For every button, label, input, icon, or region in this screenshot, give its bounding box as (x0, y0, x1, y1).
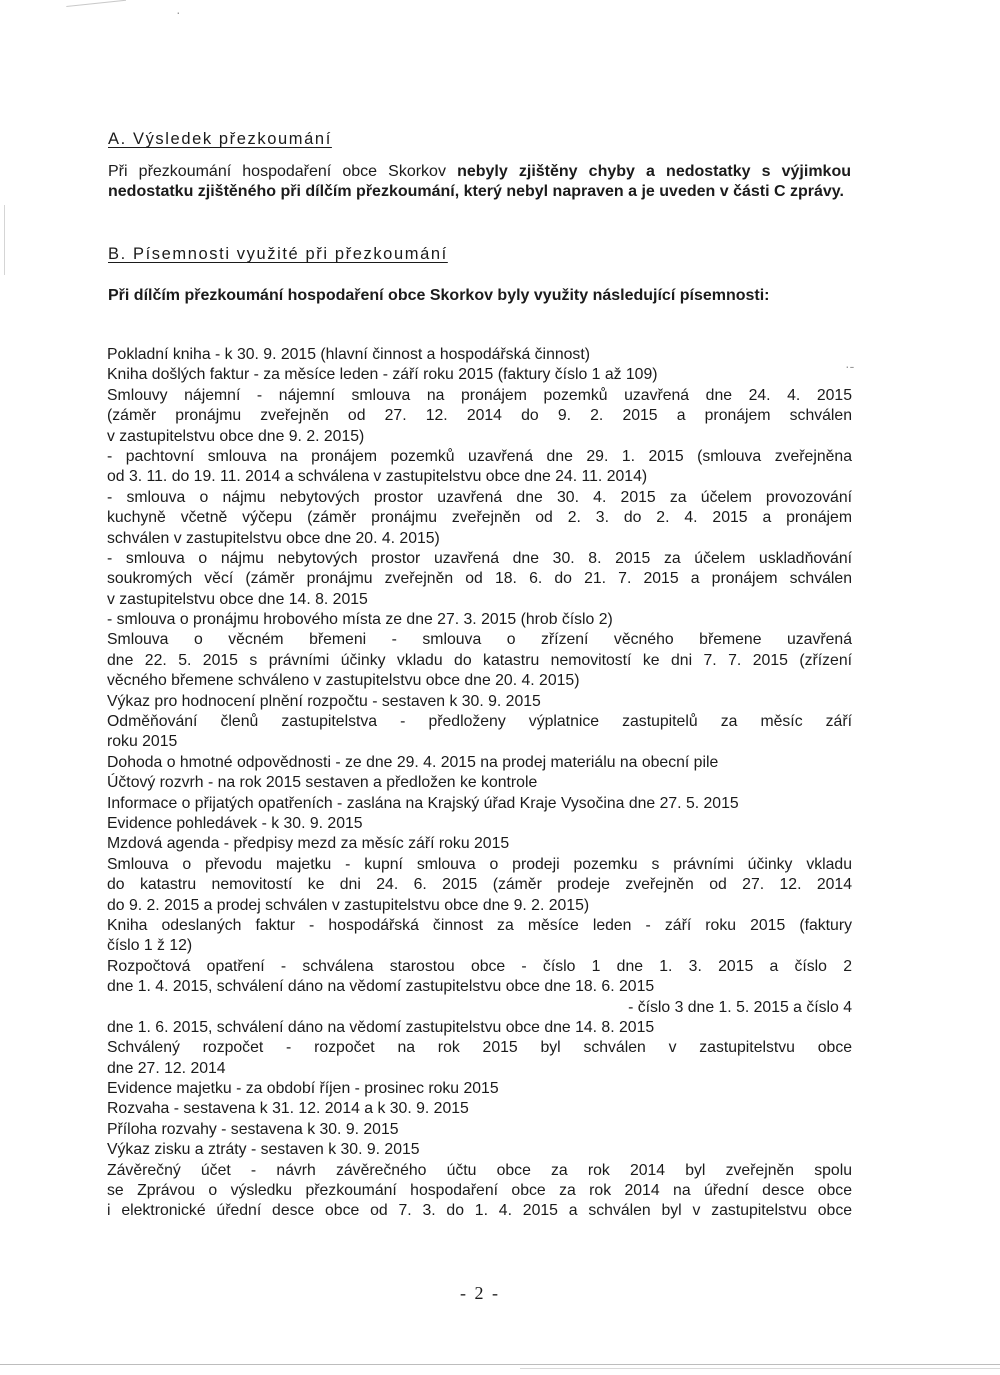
document-line: Dohoda o hmotné odpovědnosti - ze dne 29. 4. 2015 na prodej materiálu na obecní pile (107, 753, 719, 771)
document-line: dne 22. 5. 2015 s právními účinky vkladu do katastru nemovitostí ke dni 7. 7. 2015 (zřízení (107, 651, 852, 669)
document-line: dne 27. 12. 2014 (107, 1059, 226, 1077)
document-line: Kniha odeslaných faktur - hospodářská činnost za měsíce leden - září roku 2015 (faktury (107, 916, 852, 934)
document-line: Odměňování členů zastupitelstva - předloženy výplatnice zastupitelů za měsíc září (107, 713, 852, 731)
scan-mark (4, 205, 5, 275)
document-line: Evidence majetku - za období říjen - prosinec roku 2015 (107, 1080, 499, 1098)
document-line: Příloha rozvahy - sestavena k 30. 9. 2015 (107, 1120, 399, 1138)
document-line: v zastupitelstvu obce dne 9. 2. 2015) (107, 427, 365, 445)
document-line: kuchyně včetně výčepu (záměr pronájmu zveřejněn od 2. 3. do 2. 4. 2015 a pronájem (107, 509, 852, 527)
document-line: - pachtovní smlouva na pronájem pozemků uzavřená dne 29. 1. 2015 (smlouva zveřejněna (107, 447, 852, 465)
document-line: do katastru nemovitostí ke dni 24. 6. 2015 (záměr prodeje zveřejněn od 27. 12. 2014 (107, 876, 852, 894)
document-line: Mzdová agenda - předpisy mezd za měsíc září roku 2015 (107, 835, 510, 853)
section-a-heading: A. Výsledek přezkoumání (108, 130, 332, 148)
document-line: (záměr pronájmu zveřejněn od 27. 12. 2014 do 9. 2. 2015 a pronájem schválen (107, 407, 852, 425)
scan-edge-line (0, 1364, 1000, 1365)
document-line: Rozvaha - sestavena k 31. 12. 2014 a k 30. 9. 2015 (107, 1100, 469, 1118)
section-b-intro: Při dílčím přezkoumání hospodaření obce Skorkov byly využity následující písemnosti: (108, 287, 770, 304)
document-line: v zastupitelstvu obce dne 14. 8. 2015 (107, 590, 368, 608)
document-line: Účtový rozvrh - na rok 2015 sestaven a předložen ke kontrole (107, 774, 538, 792)
document-line: Kniha došlých faktur - za měsíce leden - září roku 2015 (faktury číslo 1 až 109) (107, 366, 658, 384)
document-line: Smlouva o věcném břemeni - smlouva o zřízení věcného břemene uzavřená (107, 631, 852, 649)
document-line: soukromých věcí (záměr pronájmu zveřejněn od 18. 6. do 21. 7. 2015 a pronájem schválen (107, 570, 852, 588)
document-line: i elektronické úřední desce obce od 7. 3. do 1. 4. 2015 a schválen byl v zastupitelstvu obce (107, 1202, 852, 1220)
document-line: Pokladní kniha - k 30. 9. 2015 (hlavní činnost a hospodářská činnost) (107, 346, 590, 363)
scan-edge-line (520, 1368, 1000, 1369)
section-a-text: Při přezkoumání hospodaření obce Skorkov (108, 163, 458, 180)
document-list (107, 345, 855, 1222)
document-line: roku 2015 (107, 733, 178, 751)
document-line: Smlouvy nájemní - nájemní smlouva na pronájem pozemků uzavřená dne 24. 4. 2015 (107, 386, 852, 404)
document-line: - smlouva o nájmu nebytových prostor uzavřená dne 30. 4. 2015 za účelem provozování (107, 488, 852, 506)
document-line: Informace o přijatých opatřeních - zaslána na Krajský úřad Kraje Vysočina dne 27. 5. 2015 (107, 794, 739, 812)
document-line: číslo 1 ž 12) (107, 937, 193, 955)
section-b-heading: B. Písemnosti využité při přezkoumání (108, 245, 448, 263)
scan-speck: ·- (845, 358, 855, 374)
document-line: - číslo 3 dne 1. 5. 2015 a číslo 4 (628, 998, 852, 1016)
document-line: od 3. 11. do 19. 11. 2014 a schválena v zastupitelstvu obce dne 24. 11. 2014) (107, 468, 648, 486)
section-a-paragraph (108, 162, 851, 203)
document-line: dne 1. 6. 2015, schválení dáno na vědomí zastupitelstvu obce dne 14. 8. 2015 (107, 1018, 655, 1036)
document-line: věcného břemene schváleno v zastupitelstvu obce dne 20. 4. 2015) (107, 672, 580, 690)
document-line: Výkaz pro hodnocení plnění rozpočtu - sestaven k 30. 9. 2015 (107, 692, 541, 710)
scan-speck: · (176, 4, 181, 20)
document-line: se Zprávou o výsledku přezkoumání hospodaření obce za rok 2014 na úřední desce obce (107, 1182, 852, 1200)
document-line: - smlouva o nájmu nebytových prostor uzavřená dne 30. 8. 2015 za účelem uskladňování (107, 549, 852, 567)
document-line: - smlouva o pronájmu hrobového místa ze dne 27. 3. 2015 (hrob číslo 2) (107, 611, 613, 629)
document-line: Závěrečný účet - návrh závěrečného účtu obce za rok 2014 byl zveřejněn spolu (107, 1161, 852, 1179)
document-line: do 9. 2. 2015 a prodej schválen v zastupitelstvu obce dne 9. 2. 2015) (107, 896, 590, 914)
scan-mark (66, 0, 126, 7)
document-line: Evidence pohledávek - k 30. 9. 2015 (107, 814, 363, 832)
document-line: Schválený rozpočet - rozpočet na rok 2015 byl schválen v zastupitelstvu obce (107, 1039, 852, 1057)
document-line: dne 1. 4. 2015, schválení dáno na vědomí zastupitelstvu obce dne 18. 6. 2015 (107, 978, 655, 996)
document-line: schválen v zastupitelstvu obce dne 20. 4. 2015) (107, 529, 440, 547)
document-line: Rozpočtová opatření - schválena starostou obce - číslo 1 dne 1. 3. 2015 a číslo 2 (107, 957, 852, 975)
page-number: - 2 - (460, 1283, 500, 1303)
document-line: Smlouva o převodu majetku - kupní smlouva o prodeji pozemku s právními účinky vkladu (107, 855, 852, 873)
section-a-bold-text: nebyly zjištěny chyby a nedostatky s výjimkou nedostatku zjištěného při dílčím přezkoumání, který nebyl napraven a je uveden v části C zprávy. (108, 163, 851, 201)
document-line: Výkaz zisku a ztráty - sestaven k 30. 9. 2015 (107, 1141, 420, 1159)
